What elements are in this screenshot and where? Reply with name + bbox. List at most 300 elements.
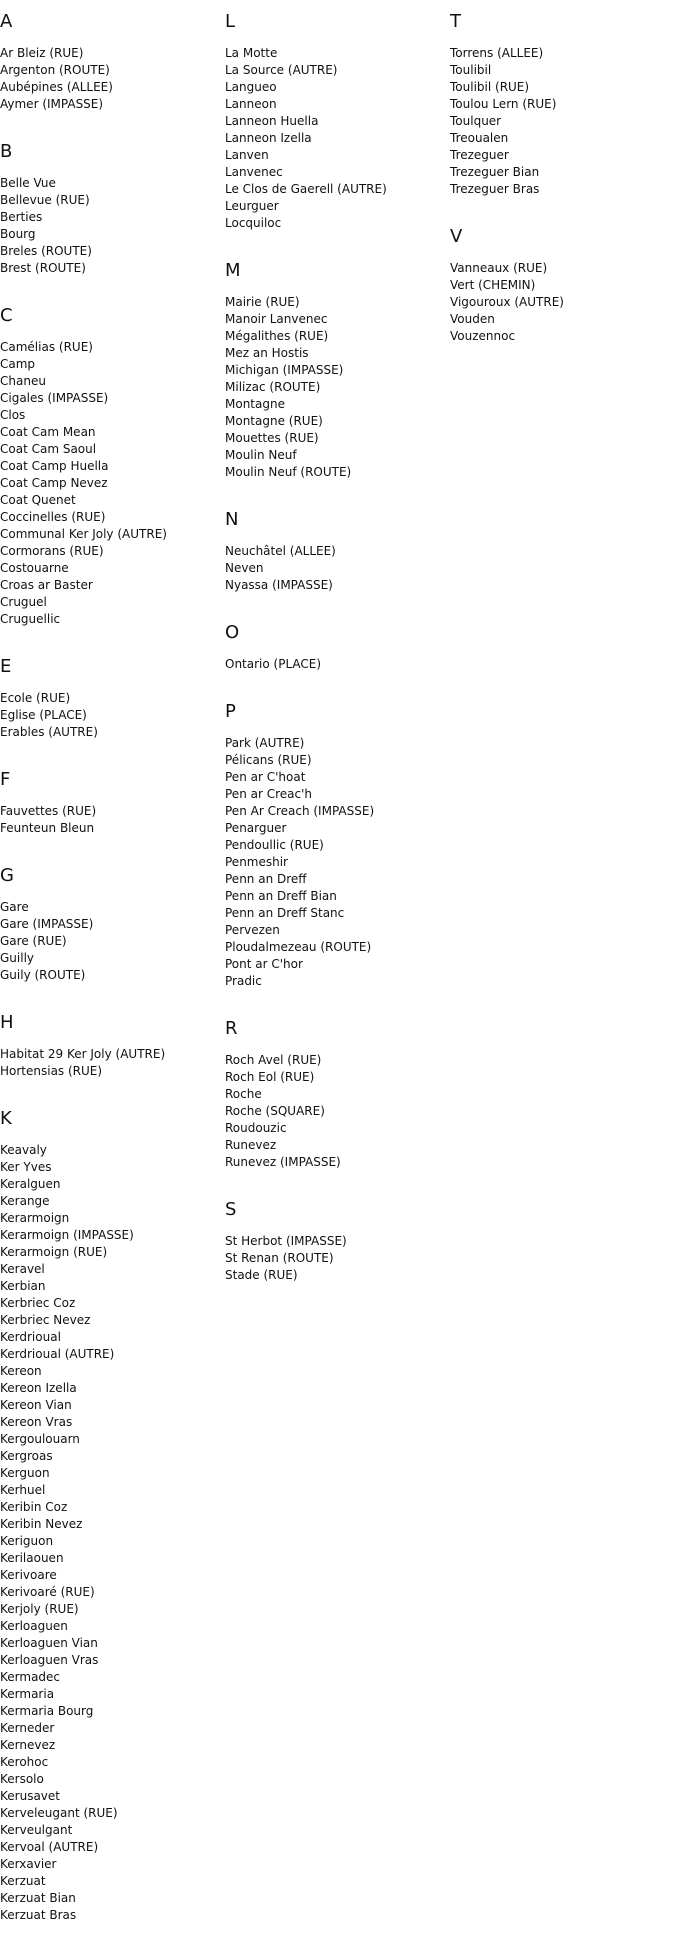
street-list-item bbox=[0, 933, 220, 950]
street-link[interactable]: Pen Ar Creach (IMPASSE) bbox=[225, 804, 375, 818]
street-list-item bbox=[450, 147, 670, 164]
street-link[interactable]: Gare (RUE) bbox=[0, 934, 67, 948]
street-link[interactable]: Berties bbox=[0, 210, 43, 224]
street-link[interactable]: La Source (AUTRE) bbox=[225, 63, 338, 77]
section-c bbox=[0, 305, 220, 645]
section-letter-heading: F bbox=[0, 769, 11, 790]
section-spacer bbox=[450, 345, 670, 362]
street-link[interactable]: Lanven bbox=[225, 148, 269, 162]
section-spacer bbox=[225, 232, 445, 249]
street-link[interactable]: Kerloaguen bbox=[0, 1619, 68, 1633]
street-link[interactable]: Roche bbox=[225, 1087, 262, 1101]
street-link[interactable]: Cormorans (RUE) bbox=[0, 544, 104, 558]
street-link[interactable]: Toulibil bbox=[450, 63, 492, 77]
section-spacer bbox=[450, 198, 670, 215]
street-list-item bbox=[0, 1397, 220, 1414]
street-link[interactable]: Leurguer bbox=[225, 199, 279, 213]
street-link[interactable]: Kerarmoign (RUE) bbox=[0, 1245, 108, 1259]
section-spacer bbox=[0, 837, 220, 854]
street-list-item bbox=[0, 1193, 220, 1210]
street-link[interactable]: Kerloaguen Vian bbox=[0, 1636, 98, 1650]
street-link[interactable]: Coat Quenet bbox=[0, 493, 76, 507]
street-link[interactable]: Camp bbox=[0, 357, 36, 371]
street-link[interactable]: Neven bbox=[225, 561, 264, 575]
street-link[interactable]: Ecole (RUE) bbox=[0, 691, 71, 705]
street-link[interactable]: Habitat 29 Ker Joly (AUTRE) bbox=[0, 1047, 166, 1061]
street-link[interactable]: Kerdrioual bbox=[0, 1330, 61, 1344]
street-link[interactable]: Kerveleugant (RUE) bbox=[0, 1806, 118, 1820]
street-list-item bbox=[0, 175, 220, 192]
street-link[interactable]: Penarguer bbox=[225, 821, 287, 835]
street-link[interactable]: St Herbot (IMPASSE) bbox=[225, 1234, 347, 1248]
street-list-item bbox=[450, 277, 670, 294]
street-list bbox=[0, 45, 220, 113]
street-list-item bbox=[0, 1635, 220, 1652]
section-letter-heading: K bbox=[0, 1108, 12, 1129]
street-list-item bbox=[0, 1346, 220, 1363]
street-list-item bbox=[225, 1103, 445, 1120]
street-list-item bbox=[0, 1448, 220, 1465]
street-link[interactable]: Fauvettes (RUE) bbox=[0, 804, 97, 818]
street-list-item bbox=[225, 1250, 445, 1267]
street-list-item bbox=[225, 735, 445, 752]
section-b bbox=[0, 141, 220, 294]
street-link[interactable]: Kerjoly (RUE) bbox=[0, 1602, 79, 1616]
street-link[interactable]: Kerxavier bbox=[0, 1857, 57, 1871]
street-list-item bbox=[0, 1261, 220, 1278]
street-link[interactable]: Bourg bbox=[0, 227, 36, 241]
street-list-item bbox=[450, 45, 670, 62]
street-link[interactable]: Belle Vue bbox=[0, 176, 56, 190]
street-link[interactable]: Cruguel bbox=[0, 595, 47, 609]
street-link[interactable]: Keriguon bbox=[0, 1534, 54, 1548]
street-list-item bbox=[0, 1907, 220, 1924]
street-link[interactable]: Keribin Coz bbox=[0, 1500, 68, 1514]
street-link[interactable]: Erables (AUTRE) bbox=[0, 725, 98, 739]
street-list-item bbox=[0, 1550, 220, 1567]
street-list-item bbox=[225, 786, 445, 803]
street-link[interactable]: Stade (RUE) bbox=[225, 1268, 298, 1282]
section-f bbox=[0, 769, 220, 854]
section-r bbox=[225, 1018, 445, 1188]
street-list-item bbox=[0, 458, 220, 475]
street-list-item bbox=[0, 1567, 220, 1584]
section-letter-heading: P bbox=[225, 701, 236, 722]
street-list bbox=[0, 339, 220, 628]
street-link[interactable]: Kerarmoign (IMPASSE) bbox=[0, 1228, 134, 1242]
section-spacer bbox=[0, 741, 220, 758]
street-link[interactable]: Eglise (PLACE) bbox=[0, 708, 87, 722]
section-letter-heading: A bbox=[0, 11, 13, 32]
section-letter-heading: C bbox=[0, 305, 13, 326]
street-link[interactable]: Kermaria bbox=[0, 1687, 55, 1701]
section-s bbox=[225, 1199, 445, 1301]
street-list-item bbox=[450, 311, 670, 328]
section-letter-heading: B bbox=[0, 141, 13, 162]
street-link[interactable]: Kerbian bbox=[0, 1279, 46, 1293]
street-link[interactable]: Gare (IMPASSE) bbox=[0, 917, 94, 931]
street-link[interactable]: Kereon Izella bbox=[0, 1381, 77, 1395]
street-link[interactable]: Kereon Vras bbox=[0, 1415, 73, 1429]
street-link[interactable]: Vouzennoc bbox=[450, 329, 516, 343]
section-letter-heading: R bbox=[225, 1018, 238, 1039]
street-list-item bbox=[450, 164, 670, 181]
street-list-item bbox=[225, 1267, 445, 1284]
street-link[interactable]: Kerloaguen Vras bbox=[0, 1653, 99, 1667]
street-link[interactable]: Vanneaux (RUE) bbox=[450, 261, 548, 275]
street-list-item bbox=[450, 62, 670, 79]
street-list-item bbox=[0, 1669, 220, 1686]
street-list-item bbox=[0, 62, 220, 79]
street-list-item bbox=[225, 1052, 445, 1069]
street-link[interactable]: Lanneon Huella bbox=[225, 114, 319, 128]
street-link[interactable]: Aymer (IMPASSE) bbox=[0, 97, 104, 111]
street-list-item bbox=[0, 1652, 220, 1669]
street-link[interactable]: Communal Ker Joly (AUTRE) bbox=[0, 527, 167, 541]
street-link[interactable]: Mégalithes (RUE) bbox=[225, 329, 329, 343]
street-link[interactable]: Trezeguer Bian bbox=[450, 165, 540, 179]
section-a bbox=[0, 11, 220, 130]
street-link[interactable]: Kerohoc bbox=[0, 1755, 49, 1769]
street-list-item bbox=[225, 113, 445, 130]
section-p bbox=[225, 701, 445, 1007]
street-list bbox=[0, 803, 220, 837]
street-list-item bbox=[0, 1618, 220, 1635]
street-list-item bbox=[225, 656, 445, 673]
section-letter-heading: T bbox=[450, 11, 461, 32]
street-link[interactable]: Trezeguer Bras bbox=[450, 182, 540, 196]
street-list-item bbox=[0, 1754, 220, 1771]
street-list bbox=[450, 45, 670, 198]
street-list-item bbox=[0, 1159, 220, 1176]
street-list-item bbox=[225, 45, 445, 62]
street-list-item bbox=[0, 1737, 220, 1754]
street-link[interactable]: Croas ar Baster bbox=[0, 578, 93, 592]
street-link[interactable]: Coccinelles (RUE) bbox=[0, 510, 106, 524]
street-link[interactable]: Keravel bbox=[0, 1262, 45, 1276]
street-link[interactable]: Kerilaouen bbox=[0, 1551, 64, 1565]
street-link[interactable]: Michigan (IMPASSE) bbox=[225, 363, 344, 377]
street-list bbox=[0, 899, 220, 984]
street-link[interactable]: Penn an Dreff bbox=[225, 872, 307, 886]
street-list-item bbox=[225, 345, 445, 362]
street-list-item bbox=[0, 594, 220, 611]
street-link[interactable]: Kerzuat bbox=[0, 1874, 46, 1888]
street-link[interactable]: Coat Cam Mean bbox=[0, 425, 96, 439]
street-link[interactable]: Aubépines (ALLEE) bbox=[0, 80, 113, 94]
street-list-item bbox=[0, 1431, 220, 1448]
street-list-item bbox=[225, 973, 445, 990]
street-link[interactable]: Camélias (RUE) bbox=[0, 340, 93, 354]
street-list-item bbox=[0, 1499, 220, 1516]
street-link[interactable]: Breles (ROUTE) bbox=[0, 244, 92, 258]
street-list-item bbox=[225, 79, 445, 96]
street-link[interactable]: Vert (CHEMIN) bbox=[450, 278, 536, 292]
street-list-item bbox=[450, 96, 670, 113]
street-list-item bbox=[0, 1414, 220, 1431]
street-link[interactable]: Roch Avel (RUE) bbox=[225, 1053, 322, 1067]
street-link[interactable]: Kerarmoign bbox=[0, 1211, 70, 1225]
street-list-item bbox=[0, 1890, 220, 1907]
street-link[interactable]: Brest (ROUTE) bbox=[0, 261, 86, 275]
street-link[interactable]: Pont ar C'hor bbox=[225, 957, 303, 971]
street-list-item bbox=[450, 260, 670, 277]
street-list-item bbox=[0, 899, 220, 916]
street-list-item bbox=[0, 1329, 220, 1346]
street-link[interactable]: Chaneu bbox=[0, 374, 46, 388]
street-link[interactable]: Moulin Neuf (ROUTE) bbox=[225, 465, 352, 479]
street-list-item bbox=[0, 1176, 220, 1193]
street-link[interactable]: Costouarne bbox=[0, 561, 69, 575]
section-spacer bbox=[225, 990, 445, 1007]
street-link[interactable]: Kerusavet bbox=[0, 1789, 60, 1803]
street-list-item bbox=[225, 769, 445, 786]
street-list-item bbox=[225, 215, 445, 232]
street-link[interactable]: Keavaly bbox=[0, 1143, 47, 1157]
street-list-item bbox=[225, 396, 445, 413]
street-link[interactable]: Lanneon bbox=[225, 97, 277, 111]
street-link[interactable]: Lanneon Izella bbox=[225, 131, 312, 145]
street-link[interactable]: Ar Bleiz (RUE) bbox=[0, 46, 84, 60]
street-link[interactable]: Locquiloc bbox=[225, 216, 282, 230]
section-letter-heading: L bbox=[225, 11, 236, 32]
street-link[interactable]: Runevez (IMPASSE) bbox=[225, 1155, 341, 1169]
street-link[interactable]: St Renan (ROUTE) bbox=[225, 1251, 334, 1265]
street-list bbox=[0, 1142, 220, 1924]
street-link[interactable]: Toulibil (RUE) bbox=[450, 80, 530, 94]
street-list-item bbox=[0, 1533, 220, 1550]
street-link[interactable]: Kerneder bbox=[0, 1721, 55, 1735]
street-list-item bbox=[450, 113, 670, 130]
street-link[interactable]: La Motte bbox=[225, 46, 278, 60]
street-list-item bbox=[0, 356, 220, 373]
section-spacer bbox=[225, 673, 445, 690]
street-list-item bbox=[225, 198, 445, 215]
street-list-item bbox=[225, 560, 445, 577]
street-link[interactable]: Vigouroux (AUTRE) bbox=[450, 295, 564, 309]
street-link[interactable]: Nyassa (IMPASSE) bbox=[225, 578, 333, 592]
street-link[interactable]: Kerivoare bbox=[0, 1568, 57, 1582]
street-link[interactable]: Le Clos de Gaerell (AUTRE) bbox=[225, 182, 387, 196]
street-list-item bbox=[0, 707, 220, 724]
street-list-item bbox=[0, 1380, 220, 1397]
street-list-item bbox=[0, 560, 220, 577]
section-m bbox=[225, 260, 445, 498]
street-list-item bbox=[225, 752, 445, 769]
street-list-item bbox=[225, 837, 445, 854]
street-link[interactable]: Feunteun Bleun bbox=[0, 821, 95, 835]
street-link[interactable]: Bellevue (RUE) bbox=[0, 193, 90, 207]
street-link[interactable]: Kerdrioual (AUTRE) bbox=[0, 1347, 115, 1361]
street-list-item bbox=[0, 79, 220, 96]
street-link[interactable]: Kerzuat Bras bbox=[0, 1908, 77, 1922]
street-list-item bbox=[0, 1210, 220, 1227]
section-letter-heading: G bbox=[0, 865, 14, 886]
street-list-item bbox=[225, 854, 445, 871]
street-link[interactable]: Argenton (ROUTE) bbox=[0, 63, 110, 77]
section-letter-heading: O bbox=[225, 622, 240, 643]
street-list-item bbox=[0, 1227, 220, 1244]
street-list-item bbox=[0, 1805, 220, 1822]
street-link[interactable]: Penn an Dreff Bian bbox=[225, 889, 337, 903]
column-2 bbox=[225, 0, 445, 1301]
street-list-item bbox=[225, 871, 445, 888]
street-link[interactable]: Kerbriec Nevez bbox=[0, 1313, 91, 1327]
street-list-item bbox=[225, 1120, 445, 1137]
street-link[interactable]: Kermadec bbox=[0, 1670, 61, 1684]
street-link[interactable]: Neuchâtel (ALLEE) bbox=[225, 544, 336, 558]
street-list-item bbox=[0, 1584, 220, 1601]
street-link[interactable]: Penmeshir bbox=[225, 855, 288, 869]
street-list bbox=[0, 1046, 220, 1080]
street-link[interactable]: Roudouzic bbox=[225, 1121, 287, 1135]
street-list-item bbox=[0, 690, 220, 707]
street-list-item bbox=[0, 1856, 220, 1873]
section-spacer bbox=[225, 594, 445, 611]
street-link[interactable]: Kerzuat Bian bbox=[0, 1891, 76, 1905]
street-link[interactable]: Park (AUTRE) bbox=[225, 736, 305, 750]
street-link[interactable]: Lanvenec bbox=[225, 165, 283, 179]
street-link[interactable]: Clos bbox=[0, 408, 26, 422]
street-link[interactable]: Hortensias (RUE) bbox=[0, 1064, 103, 1078]
street-list-item bbox=[450, 328, 670, 345]
street-link[interactable]: Keralguen bbox=[0, 1177, 61, 1191]
street-link[interactable]: Montagne bbox=[225, 397, 285, 411]
street-link[interactable]: Kerguon bbox=[0, 1466, 50, 1480]
street-link[interactable]: Kergoulouarn bbox=[0, 1432, 80, 1446]
street-link[interactable]: Roch Eol (RUE) bbox=[225, 1070, 315, 1084]
street-list-item bbox=[0, 1822, 220, 1839]
street-list-item bbox=[225, 464, 445, 481]
street-list-item bbox=[0, 611, 220, 628]
street-link[interactable]: Cruguellic bbox=[0, 612, 61, 626]
street-link[interactable]: Toulou Lern (RUE) bbox=[450, 97, 557, 111]
street-list-item bbox=[0, 492, 220, 509]
street-list bbox=[0, 175, 220, 277]
street-link[interactable]: Guily (ROUTE) bbox=[0, 968, 86, 982]
street-list-item bbox=[225, 820, 445, 837]
street-list-item bbox=[0, 1686, 220, 1703]
street-link[interactable]: Coat Camp Huella bbox=[0, 459, 109, 473]
street-list-item bbox=[225, 543, 445, 560]
street-list-item bbox=[225, 362, 445, 379]
street-link[interactable]: Pendoullic (RUE) bbox=[225, 838, 324, 852]
street-list-item bbox=[225, 803, 445, 820]
street-link[interactable]: Trezeguer bbox=[450, 148, 509, 162]
street-list-item bbox=[0, 1295, 220, 1312]
section-spacer bbox=[0, 984, 220, 1001]
street-link[interactable]: Penn an Dreff Stanc bbox=[225, 906, 345, 920]
street-link[interactable]: Treoualen bbox=[450, 131, 509, 145]
street-list bbox=[225, 656, 445, 673]
street-link[interactable]: Toulquer bbox=[450, 114, 502, 128]
street-link[interactable]: Manoir Lanvenec bbox=[225, 312, 328, 326]
street-list-item bbox=[0, 1278, 220, 1295]
street-link[interactable]: Pélicans (RUE) bbox=[225, 753, 312, 767]
section-spacer bbox=[225, 1171, 445, 1188]
street-link[interactable]: Coat Camp Nevez bbox=[0, 476, 108, 490]
street-list-item bbox=[0, 1312, 220, 1329]
street-list-item bbox=[225, 922, 445, 939]
section-spacer bbox=[0, 113, 220, 130]
street-link[interactable]: Ontario (PLACE) bbox=[225, 657, 322, 671]
street-list-item bbox=[225, 62, 445, 79]
street-list-item bbox=[225, 447, 445, 464]
street-link[interactable]: Vouden bbox=[450, 312, 495, 326]
street-link[interactable]: Ploudalmezeau (ROUTE) bbox=[225, 940, 372, 954]
street-link[interactable]: Kervoal (AUTRE) bbox=[0, 1840, 99, 1854]
street-link[interactable]: Pervezen bbox=[225, 923, 280, 937]
street-link[interactable]: Moulin Neuf bbox=[225, 448, 297, 462]
street-link[interactable]: Pen ar Creac'h bbox=[225, 787, 312, 801]
street-link[interactable]: Mouettes (RUE) bbox=[225, 431, 319, 445]
section-letter-heading: S bbox=[225, 1199, 237, 1220]
street-list-item bbox=[0, 209, 220, 226]
section-e bbox=[0, 656, 220, 758]
street-link[interactable]: Keribin Nevez bbox=[0, 1517, 83, 1531]
street-link[interactable]: Ker Yves bbox=[0, 1160, 52, 1174]
street-link[interactable]: Gare bbox=[0, 900, 29, 914]
street-link[interactable]: Kereon bbox=[0, 1364, 42, 1378]
street-list-item bbox=[0, 475, 220, 492]
section-letter-heading: M bbox=[225, 260, 241, 281]
street-list-item bbox=[0, 441, 220, 458]
street-link[interactable]: Mairie (RUE) bbox=[225, 295, 300, 309]
street-link[interactable]: Kerbriec Coz bbox=[0, 1296, 76, 1310]
street-list-item bbox=[0, 424, 220, 441]
street-list-item bbox=[225, 413, 445, 430]
street-list-item bbox=[225, 328, 445, 345]
street-link[interactable]: Kersolo bbox=[0, 1772, 44, 1786]
street-list bbox=[225, 543, 445, 594]
street-list bbox=[450, 260, 670, 345]
street-link[interactable]: Kerveulgant bbox=[0, 1823, 73, 1837]
section-t bbox=[450, 11, 670, 215]
street-link[interactable]: Pen ar C'hoat bbox=[225, 770, 306, 784]
street-link[interactable]: Roche (SQUARE) bbox=[225, 1104, 325, 1118]
street-link[interactable]: Milizac (ROUTE) bbox=[225, 380, 321, 394]
street-list-item bbox=[0, 390, 220, 407]
street-link[interactable]: Kerhuel bbox=[0, 1483, 46, 1497]
street-list-item bbox=[225, 1233, 445, 1250]
street-link[interactable]: Mez an Hostis bbox=[225, 346, 309, 360]
street-link[interactable]: Montagne (RUE) bbox=[225, 414, 323, 428]
street-link[interactable]: Kereon Vian bbox=[0, 1398, 72, 1412]
street-link[interactable]: Guilly bbox=[0, 951, 35, 965]
street-link[interactable]: Kergroas bbox=[0, 1449, 53, 1463]
street-link[interactable]: Kermaria Bourg bbox=[0, 1704, 94, 1718]
street-link[interactable]: Cigales (IMPASSE) bbox=[0, 391, 109, 405]
street-list-item bbox=[0, 260, 220, 277]
street-link[interactable]: Kerange bbox=[0, 1194, 50, 1208]
street-link[interactable]: Runevez bbox=[225, 1138, 277, 1152]
street-link[interactable]: Pradic bbox=[225, 974, 262, 988]
street-list-item bbox=[0, 407, 220, 424]
street-list-item bbox=[0, 967, 220, 984]
street-link[interactable]: Kernevez bbox=[0, 1738, 56, 1752]
street-list-item bbox=[0, 96, 220, 113]
street-link[interactable]: Torrens (ALLEE) bbox=[450, 46, 544, 60]
street-list-item bbox=[225, 294, 445, 311]
section-spacer bbox=[225, 1284, 445, 1301]
street-list-item bbox=[0, 1720, 220, 1737]
street-link[interactable]: Coat Cam Saoul bbox=[0, 442, 97, 456]
section-letter-heading: H bbox=[0, 1012, 14, 1033]
street-list-item bbox=[0, 1601, 220, 1618]
street-link[interactable]: Kerivoaré (RUE) bbox=[0, 1585, 95, 1599]
street-link[interactable]: Langueo bbox=[225, 80, 277, 94]
street-list-item bbox=[225, 181, 445, 198]
